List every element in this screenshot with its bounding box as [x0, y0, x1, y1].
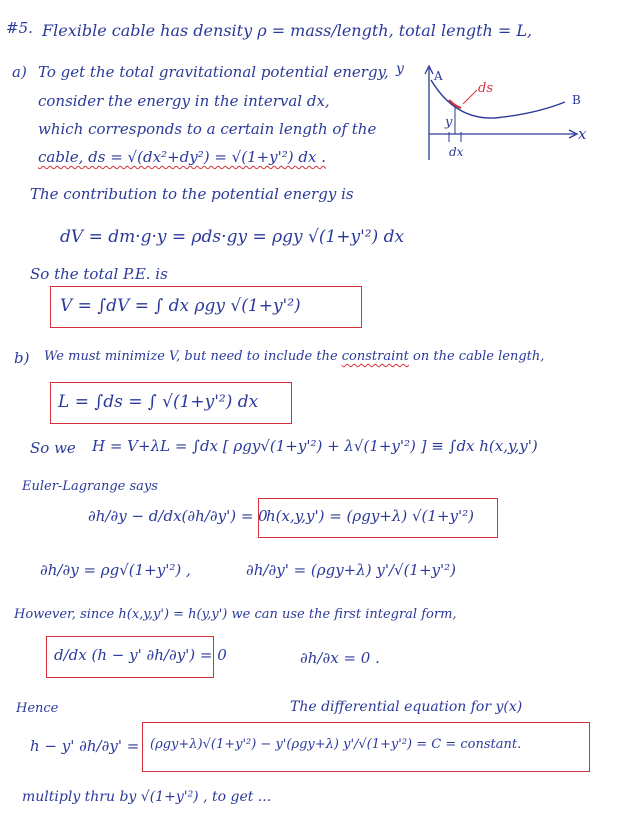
however-line: However, since h(x,y,y') = h(y,y') we can use the first integral form, [14, 607, 457, 622]
total-pe-line: So the total P.E. is [30, 265, 168, 283]
dV-equation: dV = dm·g·y = ρds·gy = ρgy √(1+y'²) dx [60, 227, 405, 247]
part-b-text [44, 350, 544, 364]
V-equation: V = ∫dV = ∫ dx ρgy √(1+y'²) [60, 296, 301, 316]
figure-y-mark: y [445, 115, 453, 130]
part-a-label: a) [12, 63, 27, 81]
figure-ds-label: ds [478, 81, 493, 96]
part-a-line-1: To get the total gravitational potential energy, [38, 63, 389, 81]
hence-label: Hence [16, 701, 59, 716]
part-b-label: b) [14, 349, 30, 367]
figure-x-label: x [578, 125, 587, 143]
dh-dyprime-equation: ∂h/∂y' = (ρgy+λ) y'/√(1+y'²) [246, 561, 457, 579]
problem-statement: Flexible cable has density ρ = mass/length, total length = L, [42, 21, 533, 40]
problem-number: #5. [6, 19, 33, 37]
first-integral-equation: d/dx (h − y' ∂h/∂y') = 0 [54, 646, 227, 664]
constraint-word: constraint [341, 349, 409, 364]
multiply-line: multiply thru by √(1+y'²) , to get ... [22, 789, 272, 805]
figure-y-label: y [396, 61, 404, 77]
ds-pointer [463, 90, 477, 104]
so-we-label: So we [30, 439, 76, 457]
h-equation: h(x,y,y') = (ρgy+λ) √(1+y'²) [266, 507, 474, 525]
dh-dy-equation: ∂h/∂y = ρg√(1+y'²) , [40, 561, 191, 579]
figure-b-label: B [572, 93, 581, 107]
final-lhs: h − y' ∂h/∂y' = [30, 737, 140, 755]
dh-dx-note: ∂h/∂x = 0 . [300, 649, 380, 667]
euler-lagrange-equation: ∂h/∂y − d/dx(∂h/∂y') = 0 [88, 507, 268, 525]
diff-eq-note: The differential equation for y(x) [290, 699, 523, 715]
final-equation: (ρgy+λ)√(1+y'²) − y'(ρgy+λ) y'/√(1+y'²) = C = constant. [150, 737, 522, 752]
H-equation: H = V+λL = ∫dx [ ρgy√(1+y'²) + λ√(1+y'²) ] ≡ ∫dx h(x,y,y') [92, 437, 538, 455]
euler-lagrange-label: Euler-Lagrange says [22, 479, 158, 494]
figure-dx-label: dx [449, 145, 464, 159]
contribution-line: The contribution to the potential energy is [30, 185, 354, 203]
L-equation: L = ∫ds = ∫ √(1+y'²) dx [58, 392, 259, 412]
part-a-line-3: which corresponds to a certain length of the [38, 120, 377, 138]
cable-curve [431, 80, 565, 118]
part-b-text-before: We must minimize V, but need to include the [44, 349, 338, 364]
part-b-text-after: on the cable length, [413, 349, 545, 364]
figure-a-label: A [434, 69, 443, 83]
part-a-line-2: consider the energy in the interval dx, [38, 92, 330, 110]
part-a-line-4: cable, ds = √(dx²+dy²) = √(1+y'²) dx . [38, 148, 327, 166]
